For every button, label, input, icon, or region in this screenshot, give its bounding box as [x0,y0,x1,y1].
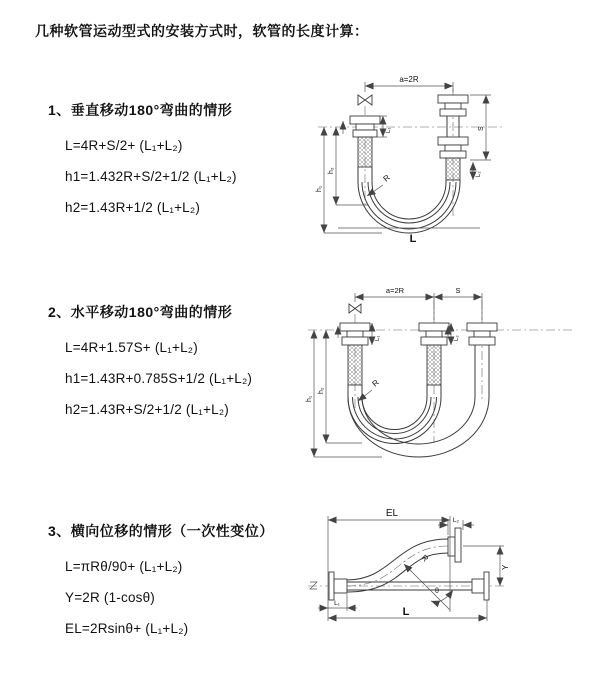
formula-line: L=4R+1.57S+ (L₁+L₂) [65,340,198,355]
dim-label-a2r: a=2R [385,286,405,295]
dim-label-h2: h₂ [328,167,335,174]
dim-label-l: L [409,233,417,245]
diagram-horizontal-180 [302,282,592,472]
formula-line: Y=2R (1-cosθ) [65,590,156,605]
right-flange [472,572,489,600]
dim-label-s: S [455,286,461,295]
hose-arcs [348,345,489,457]
dim-label-r: R [419,553,431,564]
section-heading: 1、垂直移动180°弯曲的情形 [48,102,233,118]
doc-title: 几种软管运动型式的安装方式时，软管的长度计算： [35,23,369,39]
section-lateral-displacement [48,521,274,644]
valve-icon [358,95,372,105]
formula-line: h1=1.432R+S/2+1/2 (L₁+L₂) [65,169,237,184]
dim-label-r: R [370,377,381,389]
dim-label-el: EL [385,508,399,519]
left-flange [350,116,380,167]
diagram-lateral-displacement [300,500,595,665]
dim-label-l2: L₂ [452,517,460,524]
dim-label-l: L [402,606,410,618]
formula-line: h2=1.43R+1/2 (L₁+L₂) [65,200,201,215]
section-heading: 3、横向位移的情形（一次性变位） [48,523,274,539]
right-flange [467,323,497,345]
dim-label-l2: L₂ [476,171,482,177]
section-horizontal-180 [48,302,252,425]
dim-label-a2r: a=2R [399,75,419,84]
braid-section [358,137,372,167]
section-heading: 2、水平移动180°弯曲的情形 [48,304,233,320]
hose-arcs [358,167,460,233]
dim-label-h2: h₂ [318,387,325,394]
dim-label-y: Y [501,564,510,570]
formula-line: h2=1.43R+S/2+1/2 (L₁+L₂) [65,402,229,417]
left-flange [329,572,347,600]
dim-label-l1: L₁ [375,335,381,341]
formula-line: h1=1.43R+0.785S+1/2 (L₁+L₂) [65,371,253,386]
dim-label-h1: h₁ [316,185,323,192]
dimensions [306,286,482,457]
dim-label-l1: L₁ [386,127,392,133]
section-vertical-180 [48,100,237,223]
dimensions [318,508,510,621]
valve-icon [349,304,361,313]
braid-section [427,345,441,385]
formula-list [48,130,237,223]
formula-line: L=4R+S/2+ (L₁+L₂) [65,138,183,153]
braid-section [446,158,460,180]
hose-curve [347,539,448,592]
formula-line: EL=2Rsinθ+ (L₁+L₂) [65,621,189,636]
centerlines [318,88,502,216]
dim-label-r: R [381,172,392,184]
formula-list [48,332,252,425]
formula-list [48,551,274,644]
braid-section [348,345,362,385]
right-flange-stack [438,95,468,180]
dim-label-l2: L₂ [454,335,460,341]
dim-label-s: S [478,126,485,131]
dim-label-theta: θ [435,588,439,595]
diagram-vertical-180 [310,70,588,262]
break-symbol [310,582,317,589]
dim-label-h1: h₁ [306,395,313,402]
formula-line: L=πRθ/90+ (L₁+L₂) [65,559,183,574]
dim-label-l1: L₁ [334,600,340,607]
left-flange [340,323,370,385]
middle-flange [419,323,449,385]
